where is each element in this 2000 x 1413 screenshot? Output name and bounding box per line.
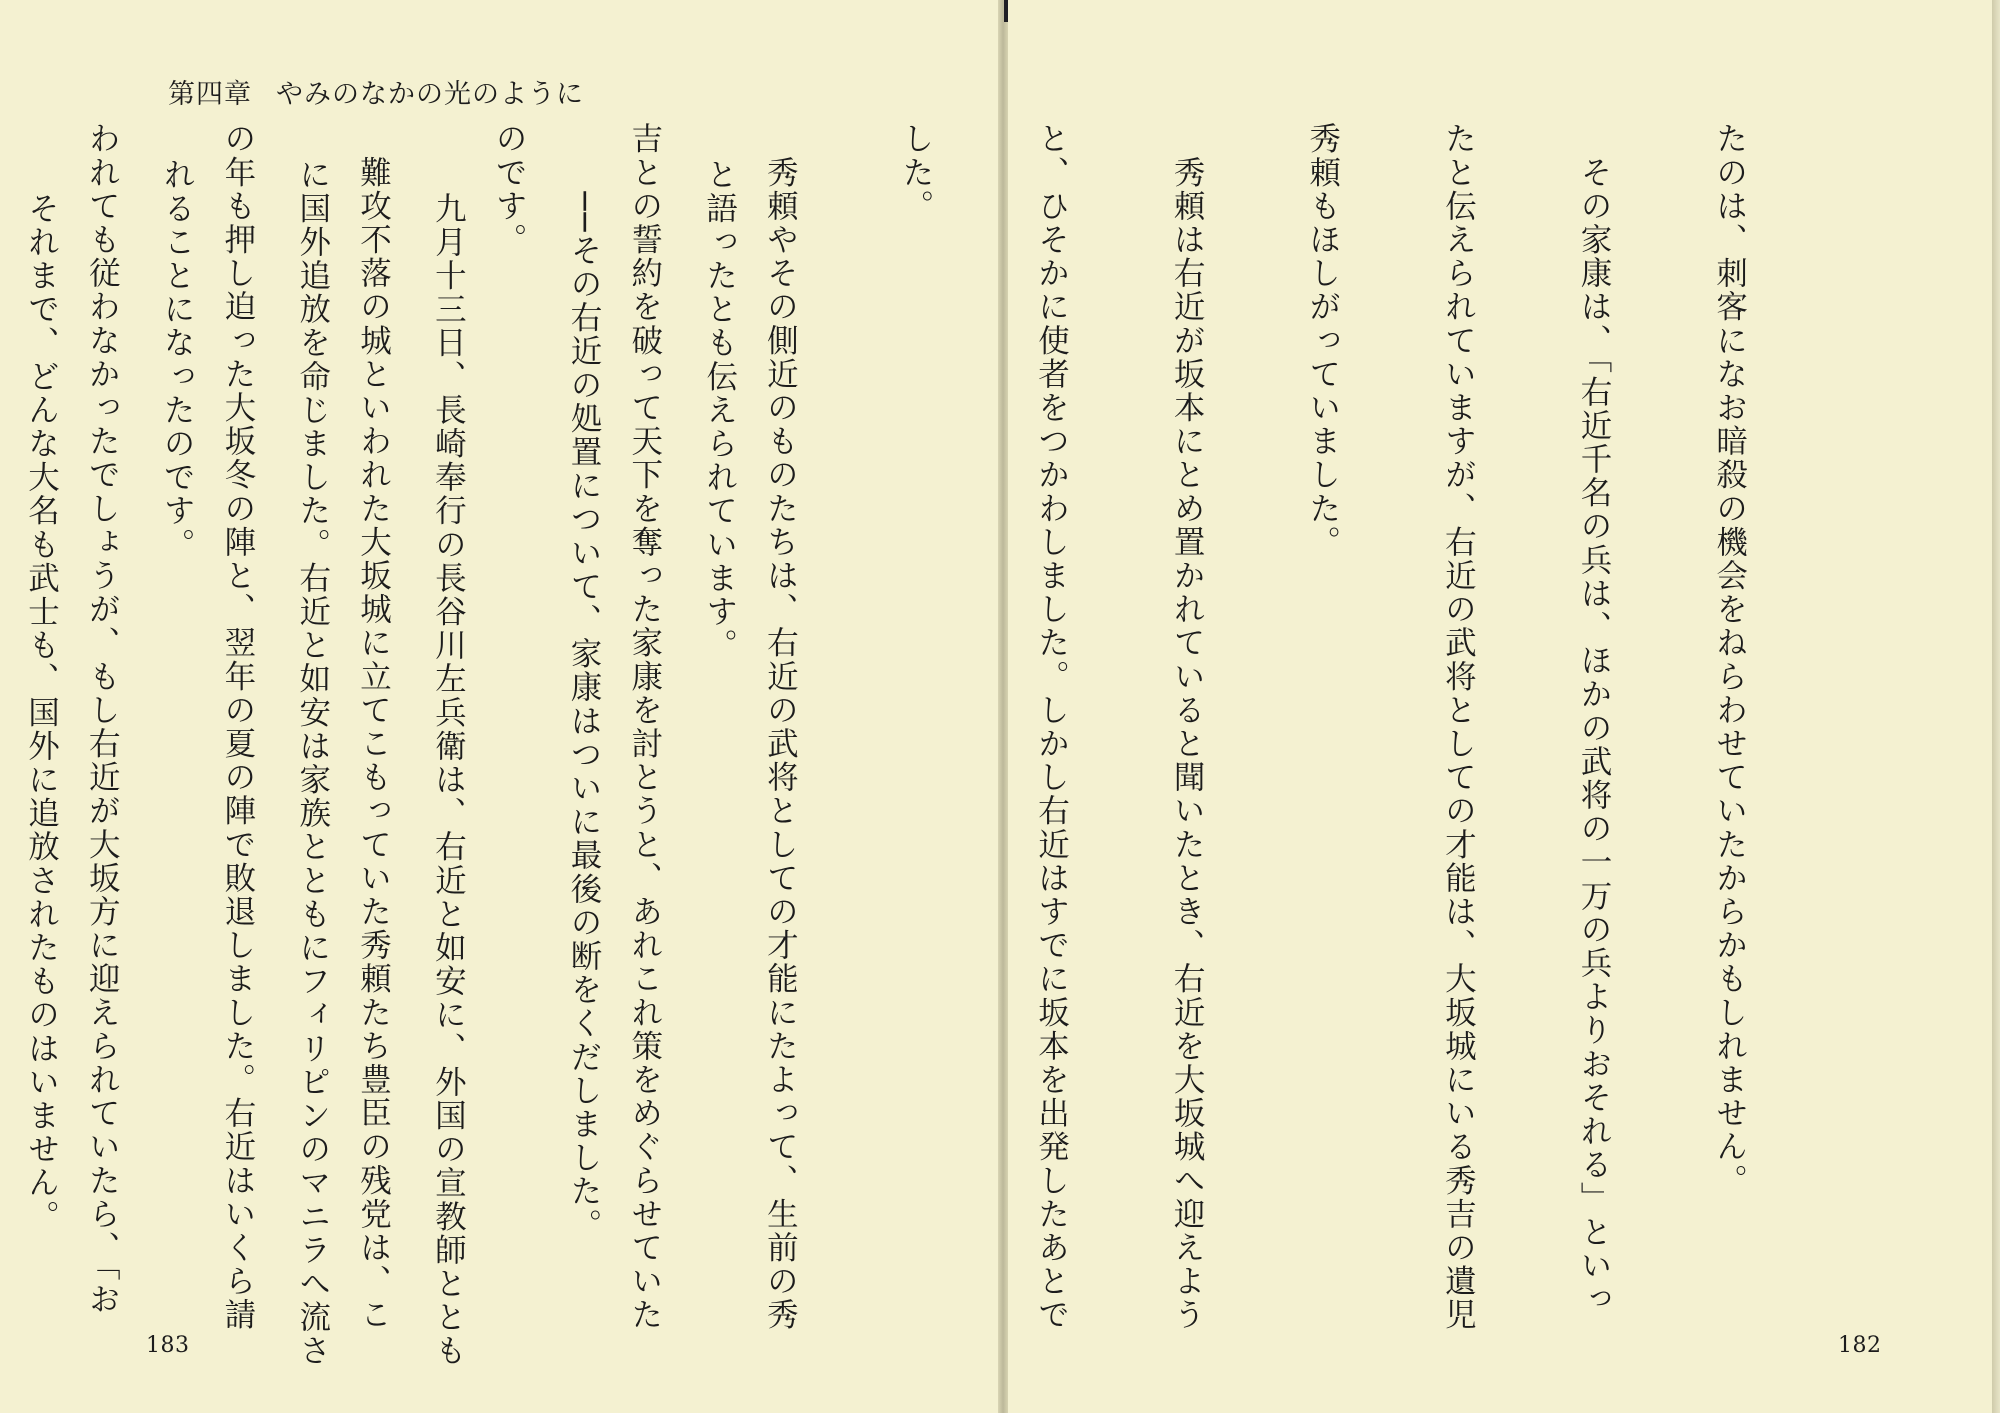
chapter-number: 第四章 (168, 79, 252, 110)
text-line: と語ったとも伝えられています。 (701, 158, 738, 662)
chapter-title: やみのなかの光のように (276, 79, 584, 110)
text-line: に国外追放を命じました。右近と如安は家族とともにフィリピンのマニラへ流さ (294, 158, 331, 1368)
text-line: 秀頼やその側近のものたちは、右近の武将としての才能にたよって、生前の秀 (762, 122, 799, 1332)
text-line: ──その右近の処置について、家康はついに最後の断をくだしました。 (565, 158, 602, 1242)
text-line: その家康は、「右近千名の兵は、ほかの武将の一万の兵よりおそれる」といっ (1575, 122, 1612, 1316)
text-line: した。 (897, 122, 934, 223)
page-number-left: 183 (146, 1333, 190, 1358)
text-line: たと伝えられていますが、右近の武将としての才能は、大坂城にいる秀吉の遺児 (1440, 122, 1477, 1332)
running-header (168, 72, 584, 111)
text-line: たのは、刺客になお暗殺の機会をねらわせていたからかもしれません。 (1711, 122, 1748, 1198)
text-line: 秀頼は右近が坂本にとめ置かれていると聞いたとき、右近を大坂城へ迎えよう (1169, 122, 1206, 1332)
text-line: の年も押し迫った大坂冬の陣と、翌年の夏の陣で敗退しました。右近はいくら請 (219, 122, 256, 1332)
text-line: れることになったのです。 (159, 158, 196, 562)
text-line: のです。 (491, 122, 528, 257)
text-line: 吉との誓約を破って天下を奪った家康を討とうと、あれこれ策をめぐらせていた (626, 122, 663, 1332)
page-number-right: 182 (1838, 1333, 1882, 1358)
page-edge (1992, 0, 2000, 1413)
text-line: われても従わなかったでしょうが、もし右近が大坂方に迎えられていたら、「お (84, 122, 121, 1316)
text-line: と、ひそかに使者をつかわしました。しかし右近はすでに坂本を出発したあとで (1033, 122, 1070, 1332)
text-line: 九月十三日、長崎奉行の長谷川左兵衛は、右近と如安に、外国の宣教師ととも (430, 158, 467, 1368)
text-line: 難攻不落の城といわれた大坂城に立てこもっていた秀頼たち豊臣の残党は、こ (355, 122, 392, 1332)
text-line: 秀頼もほしがっていました。 (1304, 122, 1341, 559)
text-line: それまで、どんな大名も武士も、国外に追放されたものはいません。 (23, 158, 60, 1234)
